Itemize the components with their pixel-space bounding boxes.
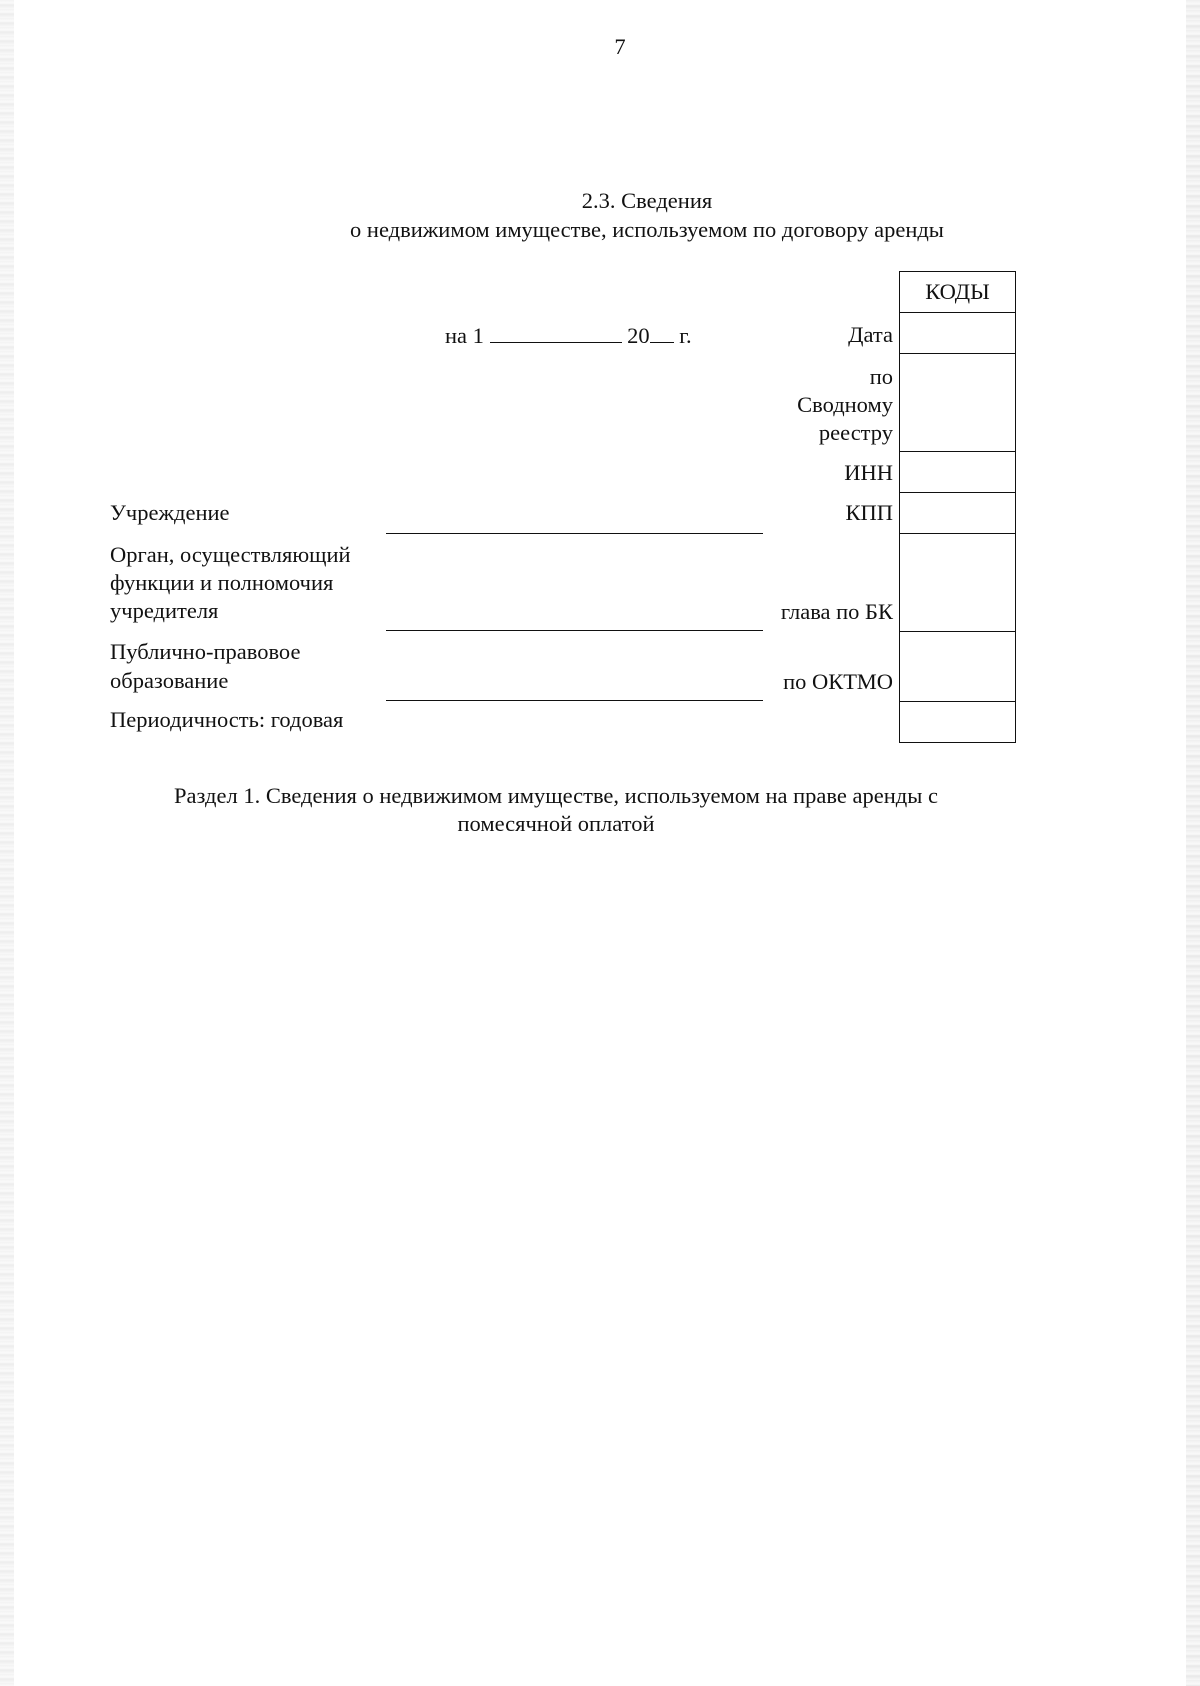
- field-label-founder-line3: учредителя: [110, 598, 219, 623]
- section-subtitle: о недвижимом имуществе, используемом по договору аренды: [350, 217, 944, 242]
- codes-label-registry-line3: реестру: [818, 420, 893, 445]
- report-date-year-prefix: 20: [627, 323, 650, 348]
- codes-cell-bk-chapter[interactable]: [900, 533, 1015, 632]
- field-label-periodicity: Периодичность: годовая: [110, 707, 344, 732]
- founder-field-line[interactable]: [386, 630, 763, 631]
- page-number: 7: [614, 34, 626, 59]
- field-label-public-entity-line2: образование: [110, 668, 229, 693]
- codes-cell-periodicity[interactable]: [900, 701, 1015, 742]
- report-date-prefix: на 1: [445, 323, 484, 348]
- codes-cell-inn[interactable]: [900, 451, 1015, 493]
- public-entity-field-line[interactable]: [386, 700, 763, 701]
- field-label-founder-line2: функции и полномочия: [110, 570, 334, 595]
- field-label-founder-line1: Орган, осуществляющий: [110, 542, 351, 567]
- codes-cell-oktmo[interactable]: [900, 631, 1015, 702]
- codes-label-registry-line1: по: [869, 364, 893, 389]
- report-date-year-suffix: г.: [679, 323, 692, 348]
- codes-table: [899, 271, 1016, 743]
- section1-heading-line2: помесячной оплатой: [457, 811, 655, 836]
- field-label-public-entity-line1: Публично-правовое: [110, 639, 301, 664]
- codes-label-kpp: КПП: [845, 500, 893, 525]
- scan-edge-left: [0, 0, 14, 1686]
- codes-label-inn: ИНН: [844, 460, 893, 485]
- codes-header: КОДЫ: [925, 279, 990, 304]
- codes-label-oktmo: по ОКТМО: [783, 669, 893, 694]
- codes-cell-kpp[interactable]: [900, 492, 1015, 534]
- section-title: 2.3. Сведения: [581, 188, 713, 213]
- codes-label-registry-line2: Сводному: [797, 392, 893, 417]
- codes-label-date: Дата: [848, 322, 893, 347]
- codes-cell-date[interactable]: [900, 312, 1015, 354]
- institution-field-line[interactable]: [386, 533, 763, 534]
- scan-edge-right: [1186, 0, 1200, 1686]
- codes-cell-registry[interactable]: [900, 353, 1015, 452]
- codes-label-bk-chapter: глава по БК: [780, 599, 893, 624]
- section1-heading-line1: Раздел 1. Сведения о недвижимом имуществе, используемом на праве аренды с: [174, 783, 938, 808]
- field-label-institution: Учреждение: [110, 500, 230, 525]
- codes-row-header: [900, 272, 1015, 313]
